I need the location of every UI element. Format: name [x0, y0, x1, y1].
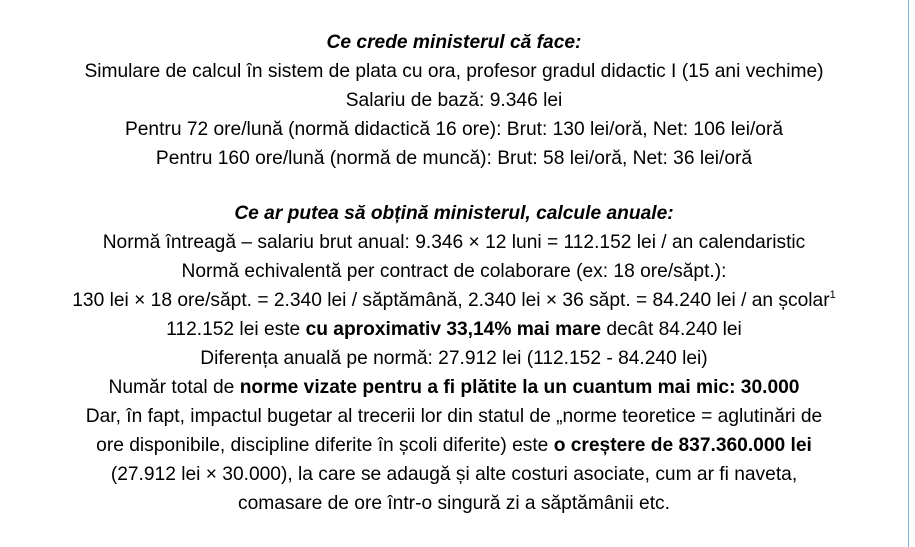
annual-gross-salary-line: Normă întreagă – salariu brut anual: 9.346 × 12 luni = 112.152 lei / an calendaristic [102, 232, 806, 253]
page-right-border [908, 0, 909, 547]
budget-impact-line-3: (27.912 lei × 30.000), la care se adaugă și alte costuri asociate, cum ar fi naveta, [110, 464, 798, 485]
section-2-heading: Ce ar putea să obțină ministerul, calcule anuale: [234, 203, 674, 224]
section-1-heading: Ce crede ministerul că face: [326, 32, 582, 53]
comparison-line [0, 315, 908, 344]
section-spacer [0, 173, 908, 199]
rate-72-hours-line: Pentru 72 ore/lună (normă didactică 16 ore): Brut: 130 lei/oră, Net: 106 lei/oră [124, 119, 784, 140]
footnote-marker: 1 [829, 289, 836, 301]
base-salary-line: Salariu de bază: 9.346 lei [345, 90, 563, 111]
total-norms-pre-text: Număr total de [108, 377, 240, 398]
budget-impact-bold-text: o creștere de 837.360.000 lei [553, 435, 812, 456]
budget-impact-line-4: comasare de ore într-o singură zi a săptămânii etc. [238, 493, 670, 514]
document-body [0, 28, 908, 518]
budget-impact-line-2 [0, 431, 908, 460]
collaboration-calculation-text: 130 lei × 18 ore/săpt. = 2.340 lei / săptămână, 2.340 lei × 36 săpt. = 84.240 lei / an școlar [72, 290, 830, 311]
annual-difference-line: Diferența anuală pe normă: 27.912 lei (112.152 - 84.240 lei) [200, 348, 708, 369]
simulation-description: Simulare de calcul în sistem de plata cu ora, profesor gradul didactic I (15 ani vechime) [84, 61, 824, 82]
equivalent-norm-line: Normă echivalentă per contract de colaborare (ex: 18 ore/săpt.): [181, 261, 727, 282]
comparison-bold-text: cu aproximativ 33,14% mai mare [305, 319, 601, 340]
budget-impact-pre-text: ore disponibile, discipline diferite în școli diferite) este [96, 435, 554, 456]
comparison-post-text: decât 84.240 lei [601, 319, 742, 340]
budget-impact-line-1: Dar, în fapt, impactul bugetar al trecerii lor din statul de „norme teoretice = aglutinări de [85, 406, 823, 427]
comparison-pre-text: 112.152 lei este [166, 319, 306, 340]
collaboration-calculation-line [0, 286, 908, 315]
total-norms-line [0, 373, 908, 402]
total-norms-bold-text: norme vizate pentru a fi plătite la un cuantum mai mic: 30.000 [239, 377, 800, 398]
rate-160-hours-line: Pentru 160 ore/lună (normă de muncă): Brut: 58 lei/oră, Net: 36 lei/oră [155, 148, 753, 169]
